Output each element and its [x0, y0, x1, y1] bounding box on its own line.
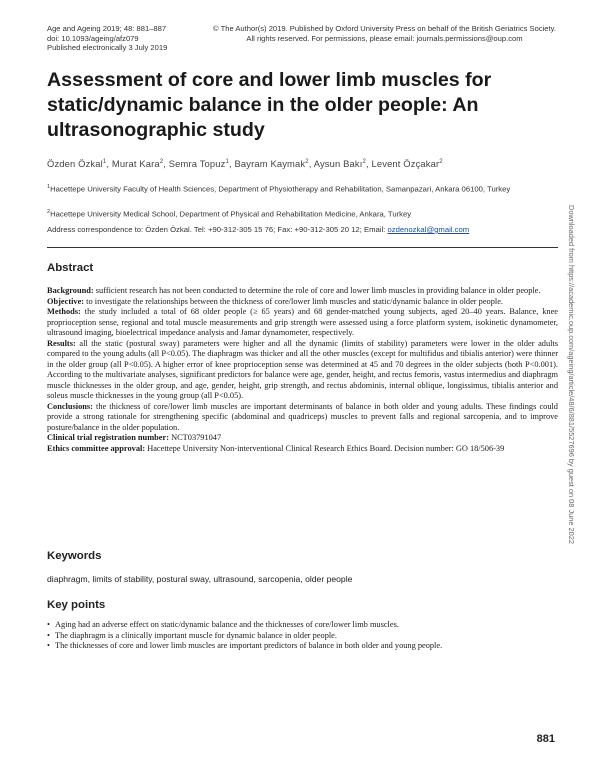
abstract-methods: Methods: the study included a total of 68 older people (≥ 65 years) and 68 gender-matched young subjects, aged 20–40 years. Balance, knee proprioception sense, regional and total muscle measurements and grip strength were assessed using a force platform system, isokinetic dynamometer, ultrasound imaging, bioelectrical impedance analysis and Jamar dynamometer, respectively. [47, 307, 558, 337]
citation-line: Age and Ageing 2019; 48: 881–887 [47, 24, 167, 33]
keywords-heading: Keywords [47, 550, 102, 562]
author: Aysun Bakı$^2$ [313, 158, 366, 170]
abstract-heading: Abstract [47, 262, 94, 274]
author: Levent Özçakar$^2$ [371, 158, 443, 170]
abstract-trial: Clinical trial registration number: NCT03791047 [47, 433, 222, 442]
abstract-conclusions: Conclusions: the thickness of core/lower limb muscles are important determinants of balance in both older and young adults. These findings could provide a strong rationale for strengthening specific (abdominal and quadriceps) muscles to prevent falls and regional sarcopenia, and to improve posture/balance in the older population. [47, 401, 558, 432]
bullet-icon: • [47, 620, 50, 629]
correspondence: Address correspondence to: Özden Özkal. Tel: +90-312-305 15 76; Fax: +90-312-305 20 12; Email: ozdenozkal@gmail.com [47, 225, 470, 234]
keywords-text: diaphragm, limits of stability, postural sway, ultrasound, sarcopenia, older people [47, 574, 353, 584]
author: Murat Kara$^2$ [111, 158, 164, 170]
page-number: 881 [536, 733, 555, 745]
download-notice [567, 205, 581, 590]
key-points-heading: Key points [47, 599, 106, 611]
bullet-icon: • [47, 641, 50, 651]
key-points-list [47, 620, 558, 652]
journal-citation [47, 24, 167, 53]
download-text: Downloaded from https://academic.oup.com/ageing/article/48/6/881/5527696 by guest on 08 June 2022 [567, 205, 576, 544]
article-title: Assessment of core and lower limb muscles for static/dynamic balance in the older people: An ultrasonographic study [47, 69, 492, 141]
abstract-objective: Objective: to investigate the relationships between the thickness of core/lower limb muscles and static/dynamic balance in older people. [47, 296, 504, 306]
abstract-ethics: Ethics committee approval: Hacettepe University Non-interventional Clinical Research Ethics Board. Decision number: GO 18/506-39 [47, 443, 505, 453]
doi-line: doi: 10.1093/ageing/afz079 [47, 33, 139, 43]
author: Özden Özkal$^1$ [47, 158, 107, 170]
affiliation: $^1$Hacettepe University Faculty of Health Sciences, Department of Physiotherapy and Rehabilitation, Samanpazari, Ankara 06100, Turkey [47, 184, 511, 194]
author-list: Özden Özkal$^1$, Murat Kara$^2$, Semra Topuz$^1$, Bayram Kaymak$^2$, Aysun Bakı$^2$, Levent Özçakar$^2$ [47, 158, 443, 170]
email-link[interactable]: ozdenozkal@gmail.com [387, 225, 470, 234]
key-point-item: • The thicknesses of core and lower limb muscles are important predictors of balance in both older and young people. [47, 641, 443, 651]
author: Semra Topuz$^1$ [168, 158, 229, 170]
abstract-results: Results: all the static (postural sway) parameters were higher and all the dynamic (limits of stability) parameters were lower in the older adults compared to the young adults (all P<0.05). The diaphragm was thicker and all the other muscles (except for multifidus and tibialis anterior) were thinner in the older group (all P<0.05). A higher error of knee proprioception sense was determined at 45 and 70 degrees in the older subjects (both P<0.001). According to the multivariate analyses, significant predictors for balance were age, gender, height, and rectus femoris, vastus intermedius and diaphragm muscle thicknesses in the older group, and age, gender, height, grip strength, and rectus abdominis, internal oblique, longissimus, tibialis anterior and soleus muscle thicknesses in the young group (all P<0.05). [47, 338, 559, 400]
copyright-notice: © The Author(s) 2019. Published by Oxford University Press on behalf of the British Geriatrics Society. All rights reserved. For permissions, please email: journals.permissions@oup.com [213, 24, 556, 43]
key-point-item: • The diaphragm is a clinically important muscle for dynamic balance in older people. [47, 630, 337, 640]
bullet-icon: • [47, 630, 50, 640]
abstract-top-rule [47, 247, 558, 248]
published-line: Published electronically 3 July 2019 [47, 43, 168, 53]
key-point-item: • Aging had an adverse effect on static/dynamic balance and the thicknesses of core/lower limb muscles. [47, 620, 399, 629]
author: Bayram Kaymak$^2$ [234, 158, 309, 170]
affiliation: $^2$Hacettepe University Medical School, Department of Physical and Rehabilitation Medicine, Ankara, Turkey [47, 209, 412, 219]
abstract-background: Background: sufficient research has not been conducted to determine the role of core and lower limb muscles in providing balance in older people. [47, 286, 541, 295]
abstract-body [47, 286, 558, 454]
